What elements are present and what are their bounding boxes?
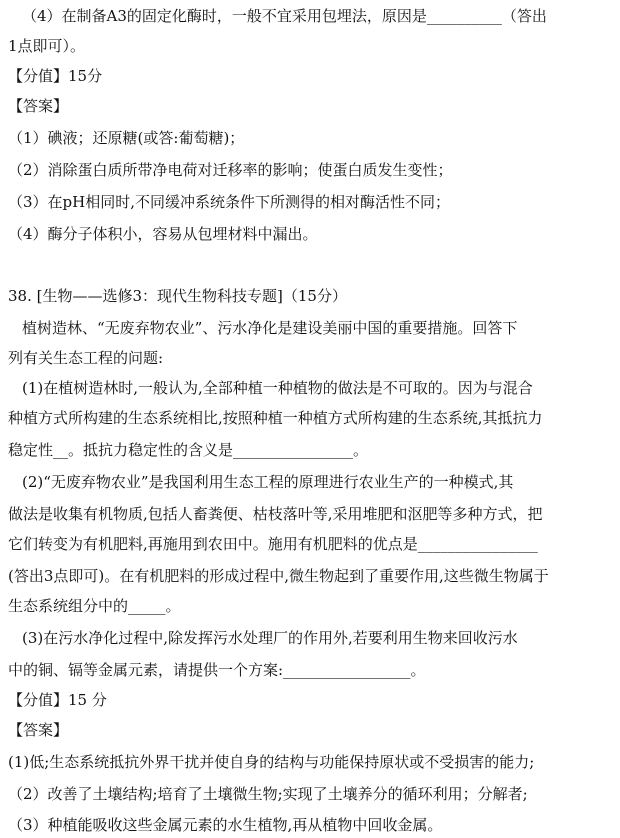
q38-score: 【分值】15 分 xyxy=(8,691,107,709)
q38-part2-line4: (答出3点即可)。在有机肥料的形成过程中,微生物起到了重要作用,这些微生物属于 xyxy=(8,567,549,585)
q38-part1-line1: (1)在植树造林时,一般认为,全部种植一种植物的做法是不可取的。因为与混合 xyxy=(22,379,533,397)
q38-part3-line1: (3)在污水净化过程中,除发挥污水处理厂的作用外,若要利用生物来回收污水 xyxy=(22,629,518,647)
q37-answer-heading: 【答案】 xyxy=(8,97,69,115)
q38-part3-line2: 中的铜、镉等金属元素，请提供一个方案:_________________。 xyxy=(8,661,426,679)
q38-part1-line3: 稳定性__。抵抗力稳定性的含义是________________。 xyxy=(8,441,369,459)
q38-part2-line1: (2)“无废弃物农业”是我国利用生态工程的原理进行农业生产的一种模式,其 xyxy=(22,473,514,491)
q37-answer-3: （3）在pH相同时,不同缓冲系统条件下所测得的相对酶活性不同； xyxy=(8,193,450,211)
q37-part4-line2: 1点即可）。 xyxy=(8,37,86,55)
q38-intro-line2: 列有关生态工程的问题: xyxy=(8,349,164,367)
q37-answer-4: （4）酶分子体积小，容易从包埋材料中漏出。 xyxy=(8,225,318,243)
q37-score: 【分值】15分 xyxy=(8,67,103,85)
q37-part4-line1: （4）在制备A3的固定化酶时，一般不宜采用包埋法，原因是__________（答出 xyxy=(22,7,547,25)
q38-answer-3: （3）种植能吸收这些金属元素的水生植物,再从植物中回收金属。 xyxy=(8,816,443,834)
q38-answer-heading: 【答案】 xyxy=(8,721,69,739)
q37-answer-2: （2）消除蛋白质所带净电荷对迁移率的影响；使蛋白质发生变性； xyxy=(8,161,453,179)
q38-part2-line2: 做法是收集有机物质,包括人畜粪便、枯枝落叶等,采用堆肥和沤肥等多种方式，把 xyxy=(8,505,543,523)
q38-part2-line3: 它们转变为有机肥料,再施用到农田中。施用有机肥料的优点是________________ xyxy=(8,535,538,553)
q38-answer-2: （2）改善了土壤结构;培育了土壤微生物;实现了土壤养分的循环利用；分解者; xyxy=(8,785,528,803)
q38-answer-1: (1)低;生态系统抵抗外界干扰并使自身的结构与功能保持原状或不受损害的能力; xyxy=(8,753,535,771)
q38-intro-line1: 植树造林、“无废弃物农业”、污水净化是建设美丽中国的重要措施。回答下 xyxy=(22,319,518,337)
q38-part1-line2: 种植方式所构建的生态系统相比,按照种植一种植方式所构建的生态系统,其抵抗力 xyxy=(8,409,543,427)
q37-answer-1: （1）碘液；还原糖(或答:葡萄糖)； xyxy=(8,129,245,147)
q38-heading: 38. [生物——选修3：现代生物科技专题]（15分） xyxy=(8,287,347,305)
q38-part2-line5: 生态系统组分中的_____。 xyxy=(8,597,181,615)
